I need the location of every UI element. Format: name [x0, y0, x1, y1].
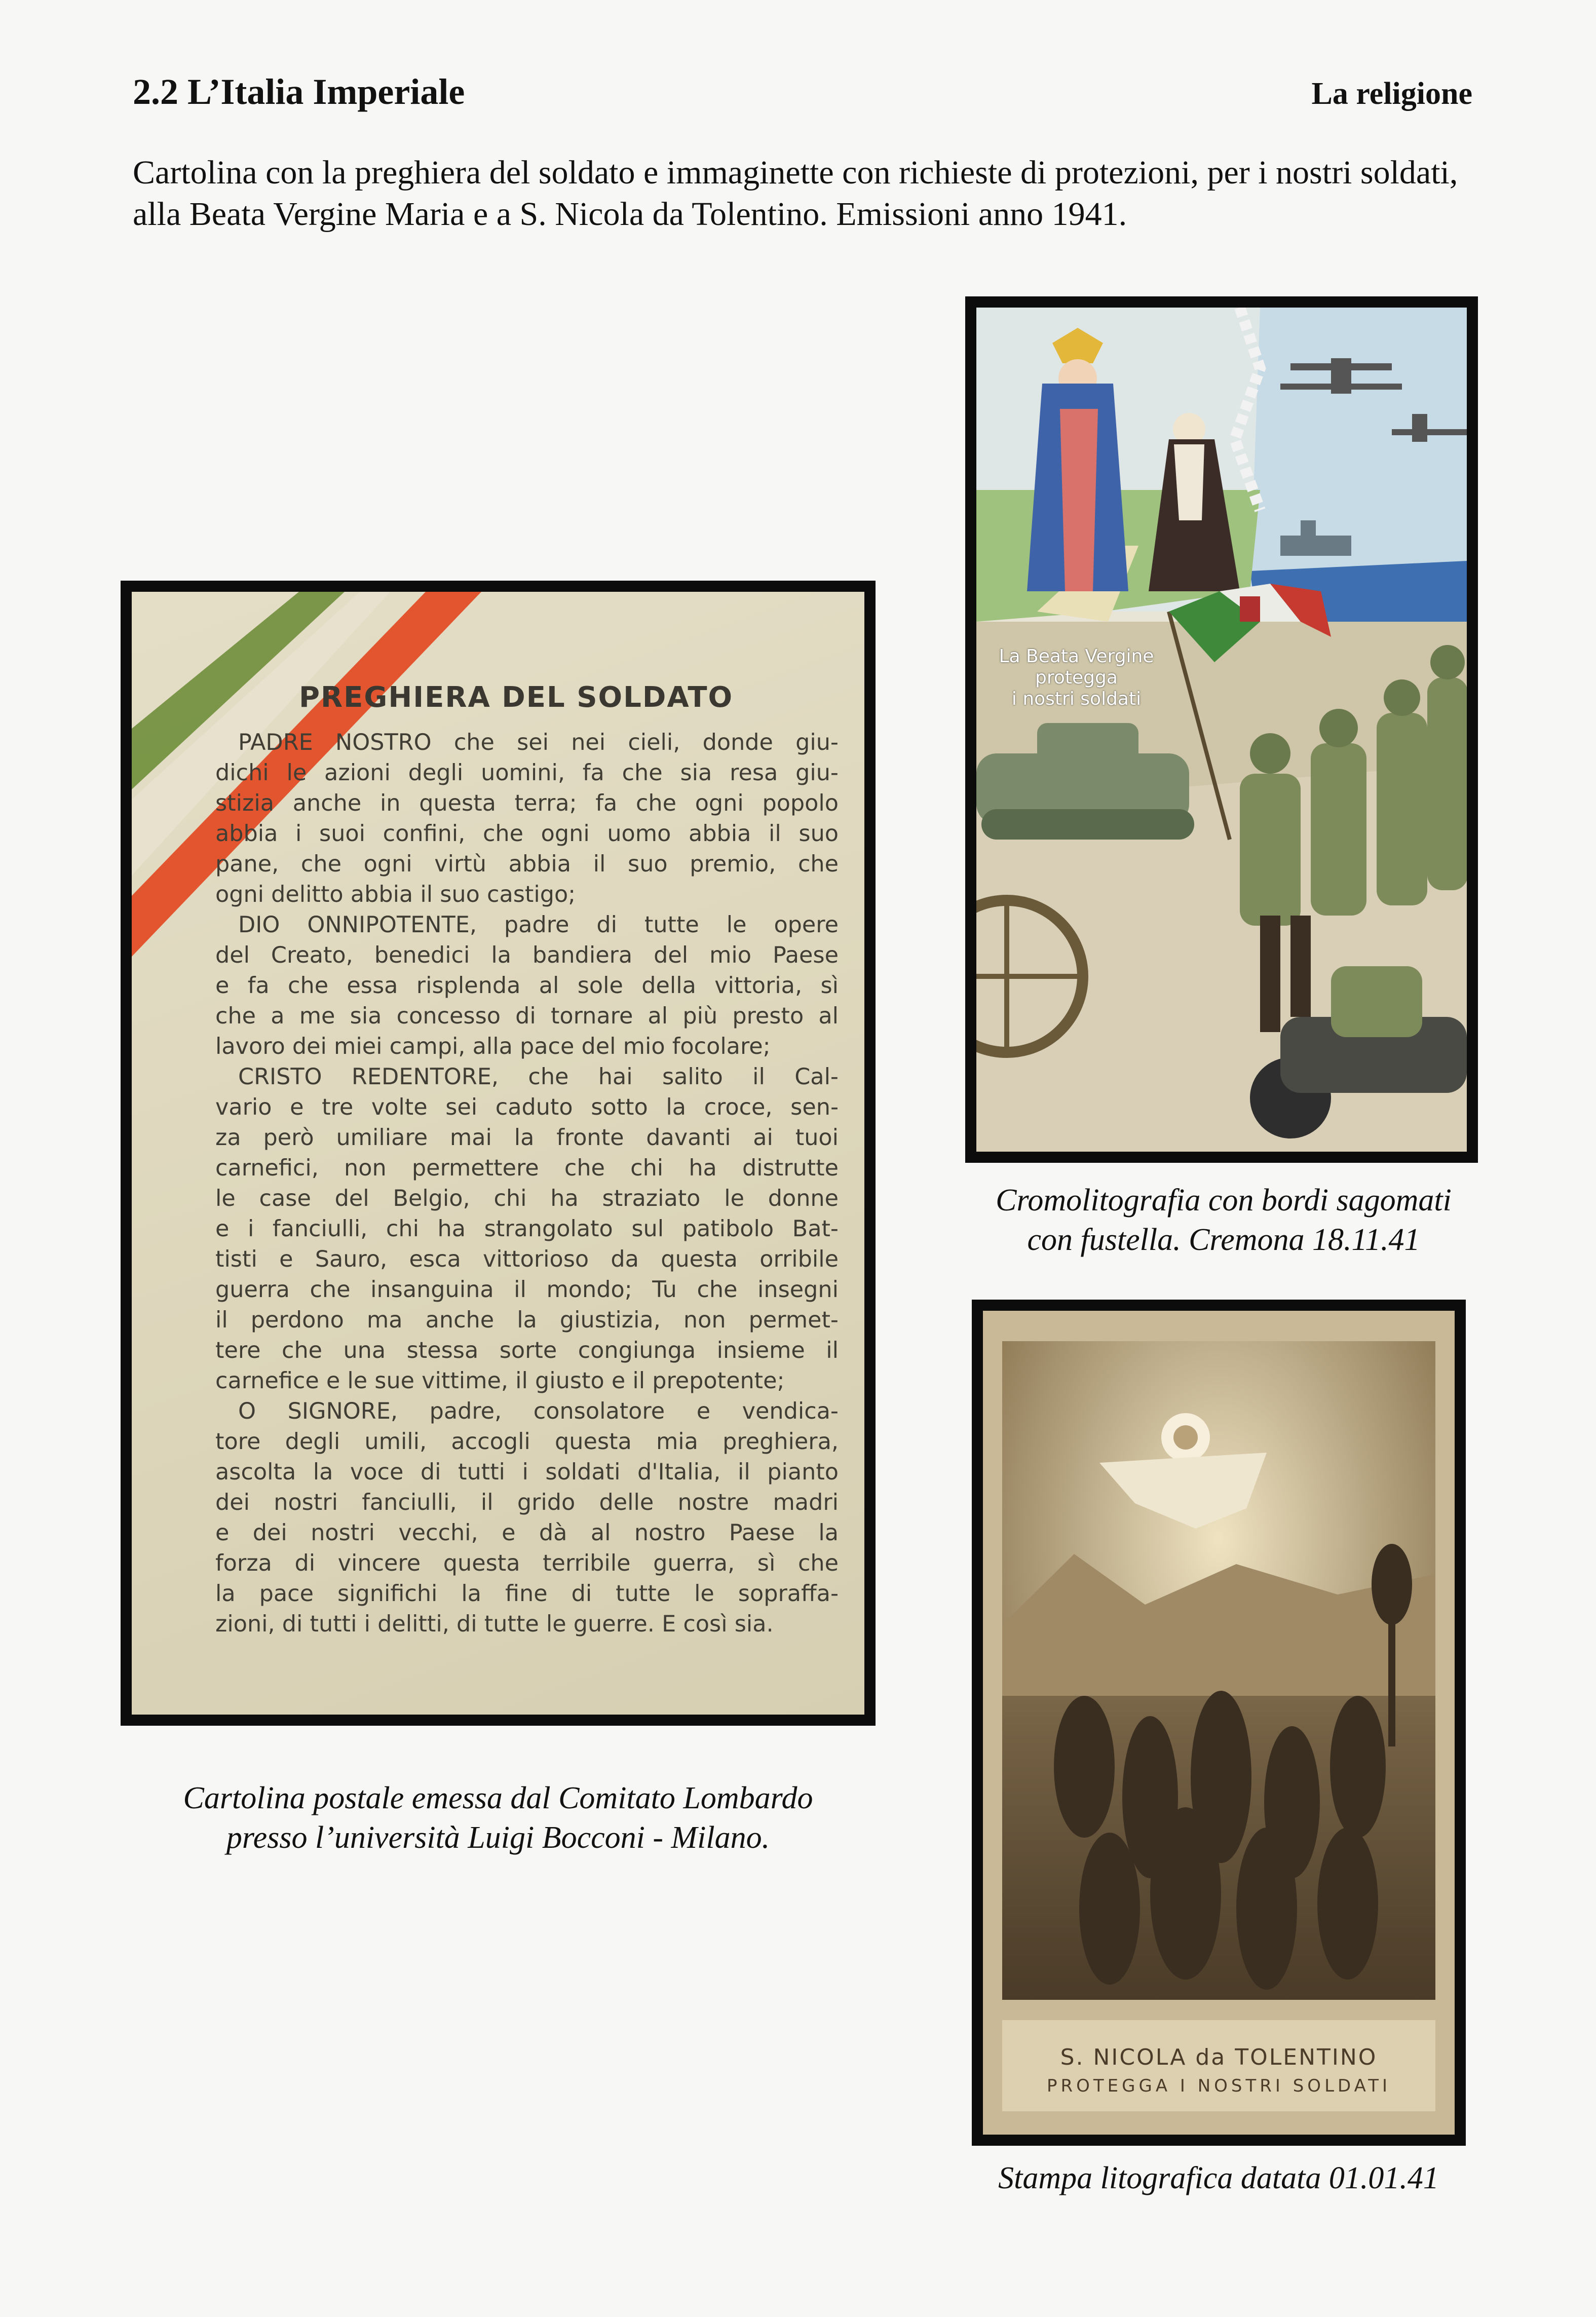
- prayer-line: stizia anche in questa terra; fa che ogni popolo: [215, 790, 839, 816]
- prayer-line: che a me sia concesso di tornare al più presto al: [215, 1003, 839, 1029]
- prayer-line: forza di vincere questa terribile guerra, sì che: [215, 1550, 839, 1576]
- prayer-line: ogni delitto abbia il suo castigo;: [215, 882, 576, 907]
- chromolitho-card-frame: [965, 296, 1478, 1163]
- prayer-line: tore degli umili, accogli questa mia preghiera,: [215, 1429, 839, 1455]
- litho-card: [983, 1311, 1455, 2135]
- caption-line: Cartolina postale emessa dal Comitato Lombardo: [183, 1781, 813, 1815]
- prayer-text: [215, 728, 839, 1640]
- prayer-title: PREGHIERA DEL SOLDATO: [299, 681, 734, 714]
- intro-text: [133, 152, 1475, 235]
- prayer-line: e dei nostri vecchi, e dà al nostro Paese la: [215, 1520, 839, 1546]
- prayer-line: e i fanciulli, chi ha strangolato sul patibolo Bat-: [215, 1216, 839, 1242]
- chromolitho-illustration: [976, 308, 1467, 1152]
- topic-label: La religione: [1311, 77, 1472, 111]
- saint-name: S. NICOLA da TOLENTINO: [1060, 2044, 1378, 2070]
- prayer-line: la pace significhi la fine di tutte le sopraffa-: [215, 1581, 839, 1607]
- caption-line: con fustella. Cremona 18.11.41: [1027, 1223, 1420, 1257]
- litho-caption: Stampa litografica datata 01.01.41: [998, 2161, 1439, 2195]
- caption-line: presso l’università Luigi Bocconi - Milano.: [226, 1820, 770, 1855]
- prayer-line: e fa che essa risplenda al sole della vittoria, sì: [215, 973, 839, 999]
- litho-illustration: [983, 1311, 1455, 2135]
- prayer-line: il perdono ma anche la giustizia, non permet-: [215, 1307, 839, 1333]
- saint-subtitle: PROTEGGA I NOSTRI SOLDATI: [1046, 2076, 1391, 2096]
- prayer-line: del Creato, benedici la bandiera del mio Paese: [215, 942, 839, 968]
- prayer-line: carnefice e le sue vittime, il giusto e il prepotente;: [215, 1368, 785, 1394]
- prayer-line: PADRE NOSTRO che sei nei cieli, donde giu-: [238, 730, 839, 755]
- prayer-line: ascolta la voce di tutti i soldati d'Italia, il pianto: [215, 1459, 839, 1485]
- prayer-line: abbia i suoi confini, che ogni uomo abbia il suo: [215, 821, 839, 847]
- prayer-line: vario e tre volte sei caduto sotto la croce, sen-: [215, 1094, 839, 1120]
- prayer-line: O SIGNORE, padre, consolatore e vendica-: [238, 1398, 839, 1424]
- prayer-line: lavoro dei miei campi, alla pace del mio focolare;: [215, 1034, 771, 1059]
- label-line: i nostri soldati: [1011, 689, 1142, 709]
- prayer-line: le case del Belgio, chi ha straziato le donne: [215, 1186, 839, 1211]
- litho-card-frame: [972, 1300, 1466, 2146]
- prayer-line: dichi le azioni degli uomini, fa che sia resa giu-: [215, 760, 839, 786]
- label-line: protegga: [1035, 667, 1118, 688]
- label-line: La Beata Vergine: [999, 646, 1154, 667]
- prayer-line: pane, che ogni virtù abbia il suo premio, che: [215, 851, 839, 877]
- prayer-line: guerra che insanguina il mondo; Tu che insegni: [215, 1277, 839, 1303]
- prayer-line: tere che una stessa sorte congiunga insieme il: [215, 1338, 839, 1363]
- prayer-line: carnefici, non permettere che chi ha distrutte: [215, 1155, 839, 1181]
- intro-line-2: alla Beata Vergine Maria e a S. Nicola da Tolentino. Emissioni anno 1941.: [133, 196, 1127, 233]
- prayer-line: za però umiliare mai la fronte davanti ai tuoi: [215, 1125, 839, 1151]
- prayer-card-caption: [121, 1778, 876, 1857]
- prayer-line: tisti e Sauro, esca vittorioso da questa orribile: [215, 1246, 839, 1272]
- prayer-line: CRISTO REDENTORE, che hai salito il Cal-: [238, 1064, 839, 1090]
- chromolitho-card: [976, 308, 1467, 1152]
- chromolitho-label: [986, 646, 1166, 710]
- prayer-postcard: [132, 592, 864, 1715]
- prayer-postcard-frame: [121, 581, 876, 1726]
- chromolitho-caption: [942, 1181, 1505, 1260]
- prayer-line: zioni, di tutti i delitti, di tutte le guerre. E così sia.: [215, 1611, 774, 1637]
- caption-line: Cromolitografia con bordi sagomati: [996, 1183, 1452, 1218]
- prayer-line: dei nostri fanciulli, il grido delle nostre madri: [215, 1490, 839, 1515]
- section-title: 2.2 L’Italia Imperiale: [133, 71, 465, 112]
- intro-line-1: Cartolina con la preghiera del soldato e immaginette con richieste di protezioni, per i nostri soldati,: [133, 154, 1458, 191]
- prayer-line: DIO ONNIPOTENTE, padre di tutte le opere: [238, 912, 839, 938]
